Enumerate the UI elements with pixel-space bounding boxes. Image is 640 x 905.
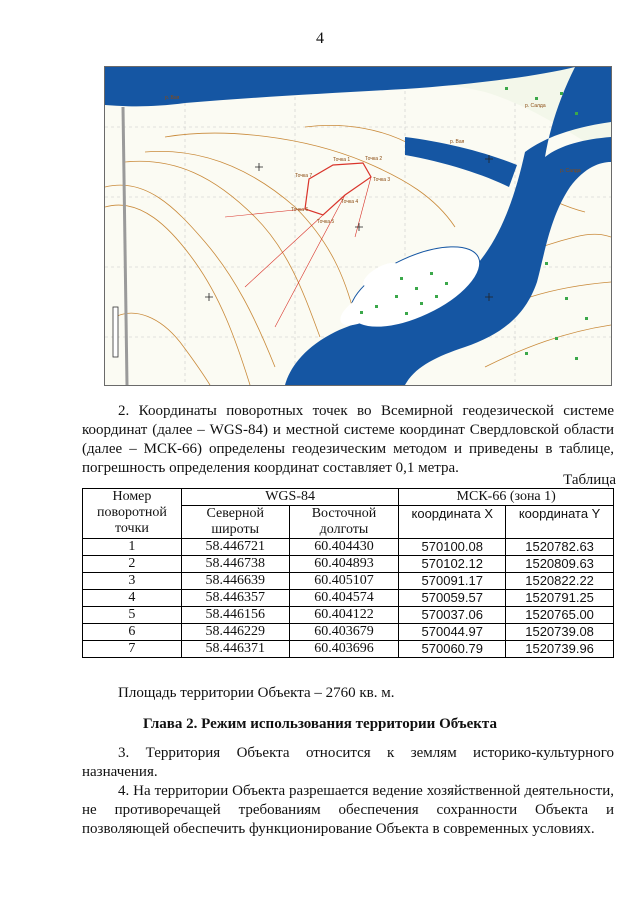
cell-longitude: 60.403679 [289, 624, 399, 641]
page-number: 4 [316, 30, 324, 47]
cell-longitude: 60.404574 [289, 590, 399, 607]
cell-latitude: 58.446738 [181, 556, 289, 573]
cell-latitude: 58.446721 [181, 539, 289, 556]
map-label: Точка 5 [317, 219, 335, 225]
cell-point: 3 [83, 573, 182, 590]
cell-x: 570044.97 [399, 624, 506, 641]
header-coord-x: координата X [399, 506, 506, 539]
cell-y: 1520809.63 [506, 556, 614, 573]
table-caption: Таблица [563, 472, 616, 488]
header-latitude: Северной широты [181, 506, 289, 539]
map-label: Точка 1 [333, 157, 351, 163]
scale-bar [113, 307, 118, 357]
table-row [83, 624, 614, 641]
cell-y: 1520791.25 [506, 590, 614, 607]
map-label: р. Вая [165, 95, 180, 101]
cell-latitude: 58.446357 [181, 590, 289, 607]
cell-longitude: 60.405107 [289, 573, 399, 590]
table-row [83, 539, 614, 556]
cell-x: 570091.17 [399, 573, 506, 590]
topographic-map [104, 66, 612, 386]
map-drawing [105, 67, 611, 385]
cell-x: 570060.79 [399, 641, 506, 658]
cell-point: 4 [83, 590, 182, 607]
cell-latitude: 58.446229 [181, 624, 289, 641]
cell-point: 5 [83, 607, 182, 624]
header-wgs84: WGS-84 [181, 489, 399, 506]
map-label: Точка 2 [365, 156, 383, 162]
map-label: р. Вая [450, 139, 465, 145]
table-row [83, 607, 614, 624]
cell-longitude: 60.404122 [289, 607, 399, 624]
table-header-row [83, 489, 614, 506]
cell-x: 570102.12 [399, 556, 506, 573]
area-text: Площадь территории Объекта – 2760 кв. м. [118, 685, 395, 701]
cell-latitude: 58.446639 [181, 573, 289, 590]
road [123, 107, 127, 385]
map-label: Точка 3 [373, 177, 391, 183]
map-label: Точка 7 [295, 173, 313, 179]
cell-y: 1520739.08 [506, 624, 614, 641]
cell-point: 6 [83, 624, 182, 641]
table-row [83, 556, 614, 573]
header-longitude: Восточной долготы [289, 506, 399, 539]
table-row [83, 590, 614, 607]
header-coord-y: координата Y [506, 506, 614, 539]
cell-x: 570100.08 [399, 539, 506, 556]
cell-x: 570037.06 [399, 607, 506, 624]
cell-latitude: 58.446156 [181, 607, 289, 624]
table-row [83, 573, 614, 590]
coordinates-table [82, 488, 614, 658]
table-row [83, 641, 614, 658]
cell-latitude: 58.446371 [181, 641, 289, 658]
cell-longitude: 60.404893 [289, 556, 399, 573]
cell-longitude: 60.404430 [289, 539, 399, 556]
header-msk66: МСК-66 (зона 1) [399, 489, 614, 506]
cell-y: 1520739.96 [506, 641, 614, 658]
cell-point: 7 [83, 641, 182, 658]
map-label: р. Салда [560, 168, 581, 174]
header-point-number: Номер поворотной точки [83, 489, 182, 539]
chapter-title: Глава 2. Режим использования территории Объекта [143, 716, 497, 732]
map-label: р. Салда [525, 103, 546, 109]
map-label: Точка 4 [341, 199, 359, 205]
cell-longitude: 60.403696 [289, 641, 399, 658]
paragraph-2: 2. Координаты поворотных точек во Всемирной геодезической системе координат (далее – WGS-84) и местной системе координат Свердловской области (далее – МСК-66) определены геодезическим методом и приведены в таблице, погрешность определения координат составляет 0,1 метра. [82, 403, 614, 476]
cell-x: 570059.57 [399, 590, 506, 607]
cell-y: 1520765.00 [506, 607, 614, 624]
cell-y: 1520782.63 [506, 539, 614, 556]
paragraph-3: 3. Территория Объекта относится к землям историко-культурного назначения. [82, 745, 614, 780]
cell-point: 2 [83, 556, 182, 573]
map-label: Точка 6 [291, 207, 309, 213]
cell-y: 1520822.22 [506, 573, 614, 590]
cell-point: 1 [83, 539, 182, 556]
object-boundary [305, 163, 371, 215]
paragraph-4: 4. На территории Объекта разрешается ведение хозяйственной деятельности, не противоречащей требованиям обеспечения сохранности Объекта и позволяющей обеспечить функционирование Объекта в современных условиях. [82, 783, 614, 837]
